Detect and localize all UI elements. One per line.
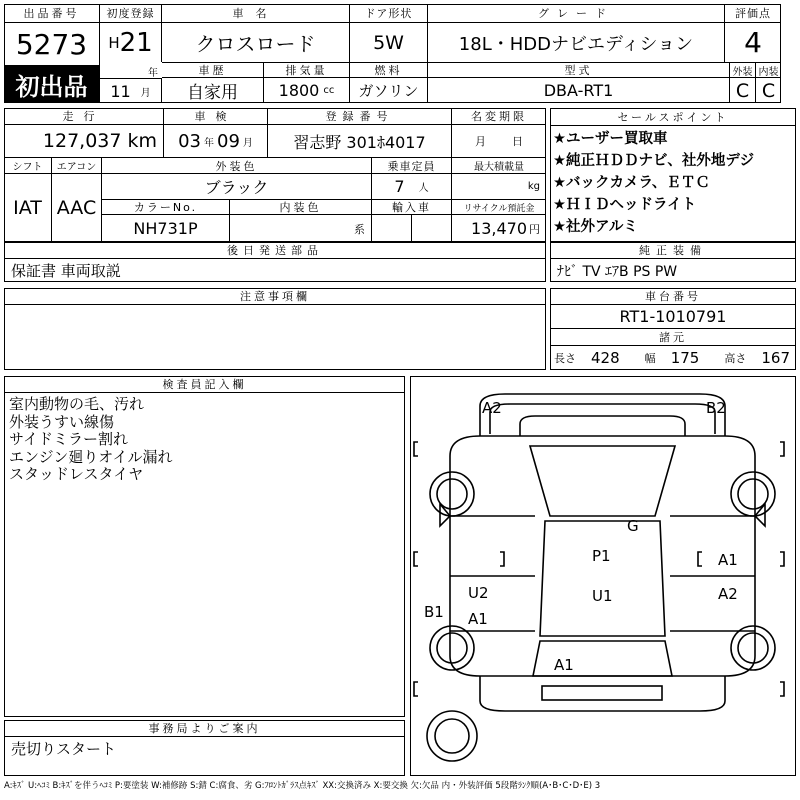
inspection-value (164, 125, 268, 157)
inspection-label: 車検 (164, 108, 268, 125)
inspector-label: 検査員記入欄 (4, 376, 405, 393)
model-value: DBA-RT1 (428, 78, 730, 103)
genuine-equipment-value: ﾅﾋﾞ TV ｴｱB PS PW (557, 263, 678, 280)
mark-p1-roof: P1 (592, 547, 611, 565)
front-bumper-inner (490, 404, 715, 434)
era-letter: H (108, 33, 120, 52)
reg-month: 11 (110, 81, 131, 101)
mark-a1-left: A1 (468, 610, 488, 628)
bracket (414, 682, 784, 696)
mark-u1-roof: U1 (592, 587, 613, 605)
aircon-label: エアコン (52, 157, 102, 174)
car-diagram (410, 376, 796, 776)
import-left (372, 215, 412, 242)
shift-value: IAT (4, 174, 52, 242)
first-registration-year (100, 23, 162, 62)
interior-color-label: 内装色 (230, 200, 372, 215)
hood-outline (520, 416, 685, 436)
front-bumper-outline (480, 394, 725, 436)
inspection-month: 09 (217, 130, 240, 152)
displacement-label: 排気量 (264, 62, 350, 78)
score-value: 4 (744, 26, 762, 59)
shift-label: シフト (4, 157, 52, 174)
recycle-label: リサイクル預託金 (452, 200, 546, 215)
month-unit: 月 (140, 87, 151, 99)
recycle-value (452, 215, 546, 242)
exterior-color-label: 外装色 (102, 157, 372, 174)
name-change-value (452, 125, 546, 157)
import-right (412, 215, 452, 242)
displacement-number: 1800 (278, 81, 320, 100)
notes-label: 注意事項欄 (4, 288, 546, 305)
capacity-unit: 人 (418, 183, 429, 194)
interior-grade-label: 内装 (756, 62, 781, 78)
door-label: ドア形状 (350, 4, 428, 23)
wheel-front-right-inner (738, 479, 768, 509)
exterior-color-value: ブラック (102, 174, 372, 200)
mark-a2-front-left: A2 (482, 399, 502, 417)
inspector-lines (9, 396, 173, 484)
inspector-line: エンジン廻りオイル漏れ (9, 447, 173, 466)
mileage-label: 走行 (4, 108, 164, 125)
length-value: 428 (591, 349, 620, 367)
year-unit: 年 (148, 68, 158, 79)
wheel-rear-left-inner (437, 633, 467, 663)
plate-label: 登録番号 (268, 108, 452, 125)
recycle-amount: 13,470 (471, 219, 527, 238)
fuel-label: 燃料 (350, 62, 428, 78)
capacity-number: 7 (394, 177, 405, 196)
sales-point: ★純正ＨＤＤナビ、社外地デジ (553, 153, 755, 169)
wheel-rear-right-inner (738, 633, 768, 663)
name-change-day: 日 (512, 135, 523, 148)
interior-color-unit: 系 (354, 222, 365, 236)
inspection-month-unit: 月 (242, 137, 253, 149)
chassis-value: RT1-1010791 (550, 305, 796, 329)
sales-points-list (553, 128, 795, 238)
rear-bumper-outline (480, 676, 725, 711)
name-change-label: 名変期限 (452, 108, 546, 125)
lot-label: 出品番号 (4, 4, 100, 23)
exterior-grade-label: 外装 (730, 62, 756, 78)
rear-plate (542, 686, 662, 700)
model-label: 型式 (428, 62, 730, 78)
aircon-value: AAC (52, 174, 102, 242)
mileage-unit: km (127, 130, 157, 152)
inspector-line: サイドミラー割れ (9, 430, 128, 448)
history-label: 車歴 (162, 62, 264, 78)
grade-label: グレード (428, 4, 725, 23)
sales-point: ★社外アルミ (553, 219, 638, 235)
mark-u2-left: U2 (468, 584, 489, 602)
office-value: 売切りスタート (11, 739, 117, 758)
max-load-label: 最大積載量 (452, 157, 546, 174)
inspector-line: 室内動物の毛、汚れ (9, 395, 145, 413)
mark-a1-rear: A1 (554, 656, 574, 674)
length-label: 長さ (554, 352, 576, 365)
recycle-unit: 円 (529, 222, 540, 236)
displacement-unit: cc (323, 85, 335, 96)
inspection-year: 03 (178, 130, 201, 152)
color-no-value: NH731P (102, 215, 230, 242)
mark-b1-left-side: B1 (424, 603, 444, 621)
mileage-number: 127,037 (42, 130, 122, 152)
first-listing-badge: 初出品 (4, 65, 100, 103)
sales-point: ★ＨＩＤヘッドライト (553, 197, 697, 213)
reg-year: 21 (119, 27, 153, 58)
interior-color-value (230, 215, 372, 242)
first-registration-month (100, 78, 162, 103)
chassis-label: 車台番号 (550, 288, 796, 305)
later-parts-label: 後日発送部品 (4, 242, 546, 259)
interior-grade-value: C (761, 79, 776, 102)
plate-value: 習志野 301ﾎ4017 (268, 125, 452, 157)
windshield (530, 446, 675, 516)
bracket (414, 442, 784, 456)
legend: A:ｷｽﾞ U:ﾍｺﾐ B:ｷｽﾞを伴うﾍｺﾐ P:要塗装 W:補修跡 S:錆 C:腐食、劣 G:ﾌﾛﾝﾄｶﾞﾗｽ点ｷｽﾞ XX:交換済み X:要交換 欠:欠品 内・外装評価 5段階ﾗﾝｸ順(A･B･C･D･E) 3 (4, 781, 601, 791)
spare-tire-inner (435, 719, 469, 753)
width-value: 175 (670, 349, 700, 367)
dimensions-values (552, 346, 796, 370)
score-label: 評価点 (725, 4, 781, 23)
car-name-label: 車名 (162, 4, 350, 23)
inspector-line: 外装うすい線傷 (9, 412, 115, 431)
mark-g-windshield: G (627, 517, 639, 535)
mark-a1-right: A1 (718, 551, 738, 569)
mark-b2-front-right: B2 (706, 399, 726, 417)
max-load-value (452, 174, 546, 200)
bracket (698, 552, 784, 566)
import-label: 輸入車 (372, 200, 452, 215)
car-name: クロスロード (162, 23, 350, 62)
name-change-month: 月 (475, 135, 486, 148)
dimensions-label: 諸元 (550, 329, 796, 346)
height-label: 高さ (724, 352, 747, 365)
max-load-unit: kg (527, 181, 540, 192)
bracket (414, 552, 504, 566)
fuel-value: ガソリン (350, 78, 428, 103)
office-label: 事務局よりご案内 (4, 720, 405, 737)
inspector-line: スタッドレスタイヤ (9, 465, 144, 483)
later-parts-value: 保証書 車両取説 (11, 262, 121, 280)
grade-value: 18L・HDDナビエディション (428, 23, 725, 62)
lot-number: 5273 (4, 23, 100, 65)
wheel-front-left-inner (437, 479, 467, 509)
roof-outline (540, 521, 665, 636)
height-value: 167 (761, 349, 790, 367)
displacement-value (264, 78, 350, 103)
mark-a2-right: A2 (718, 585, 738, 603)
capacity-label: 乗車定員 (372, 157, 452, 174)
first-registration-label: 初度登録 (100, 4, 162, 23)
sales-point: ★ユーザー買取車 (553, 131, 668, 147)
capacity-value (372, 174, 452, 200)
color-no-label: カラーNo. (102, 200, 230, 215)
inspection-year-unit: 年 (204, 137, 214, 149)
width-label: 幅 (644, 352, 656, 365)
history-value: 自家用 (162, 78, 264, 103)
genuine-equipment-label: 純正装備 (550, 242, 796, 259)
mileage-value (4, 125, 164, 157)
exterior-grade-value: C (730, 78, 756, 103)
sales-point: ★バックカメラ、ＥＴＣ (553, 175, 710, 191)
door-value: 5W (350, 23, 428, 62)
sales-points-label: セールスポイント (550, 108, 796, 126)
